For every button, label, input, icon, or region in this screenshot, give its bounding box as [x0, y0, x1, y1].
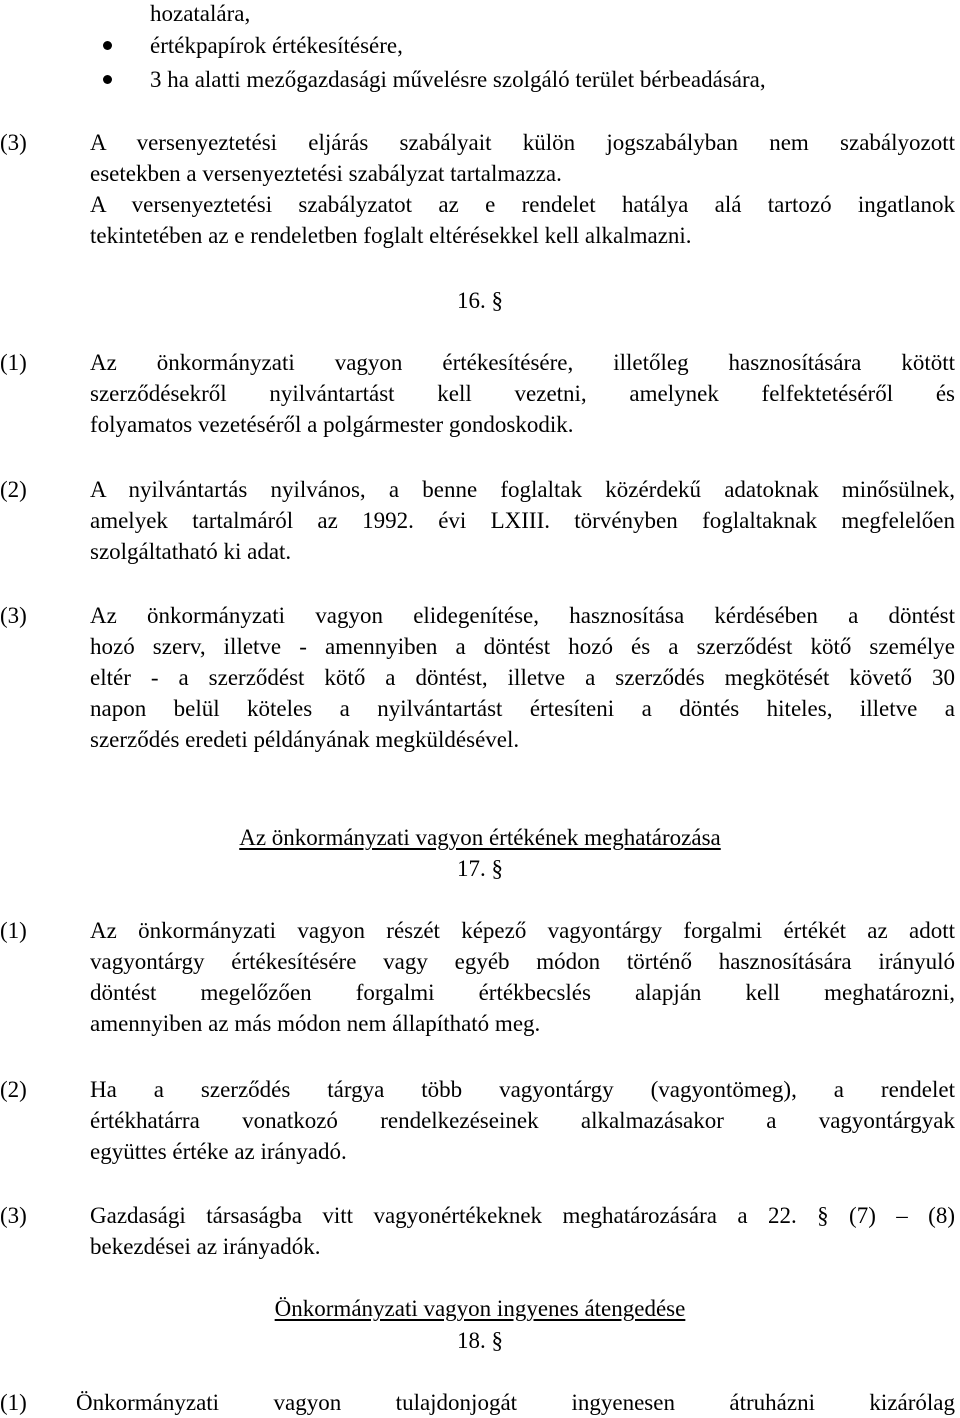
paragraph-17-2	[0, 1074, 955, 1167]
section-title-18	[0, 1293, 960, 1324]
paragraph-line: amelyek tartalmáról az 1992. évi LXIII. törvényben foglaltaknak megfelelően	[90, 508, 955, 533]
bullet-icon	[103, 75, 112, 84]
paragraph-line: A versenyeztetési szabályzatot az e rendelet hatálya alá tartozó ingatlanok	[90, 192, 955, 217]
paragraph-line: hozó szerv, illetve - amennyiben a döntést hozó és a szerződést kötő személye	[90, 634, 955, 659]
section-heading-18: 18. §	[457, 1328, 503, 1353]
paragraph-line: tekintetében az e rendeletben foglalt eltérésekkel kell alkalmazni.	[90, 223, 692, 248]
paragraph-number: (1)	[0, 918, 27, 943]
section-title-text: Az önkormányzati vagyon értékének meghatározása	[239, 825, 721, 850]
bullet-text: 3 ha alatti mezőgazdasági művelésre szolgáló terület bérbeadására,	[150, 67, 766, 92]
paragraph-16-2	[0, 474, 955, 567]
paragraph-line: Ha a szerződés tárgya több vagyontárgy (vagyontömeg), a rendelet	[90, 1077, 955, 1102]
paragraph-line: napon belül köteles a nyilvántartást értesíteni a döntés hiteles, illetve a	[90, 696, 955, 721]
paragraph-line: együttes értéke az irányadó.	[90, 1139, 347, 1164]
paragraph-number: (3)	[0, 1203, 27, 1228]
paragraph-16-1	[0, 347, 955, 440]
paragraph-line: folyamatos vezetéséről a polgármester gondoskodik.	[90, 412, 574, 437]
bullet-item	[150, 64, 766, 95]
paragraph-18-1	[0, 1387, 955, 1418]
paragraph-number: (3)	[0, 130, 27, 155]
paragraph-line: vagyontárgy értékesítésére vagy egyéb módon történő hasznosítására irányuló	[90, 949, 955, 974]
paragraph-number: (1)	[0, 1390, 27, 1415]
paragraph-line: eltér - a szerződést kötő a döntést, illetve a szerződés megkötését követő 30	[90, 665, 955, 690]
paragraph-17-3	[0, 1200, 955, 1262]
paragraph-line: A versenyeztetési eljárás szabályait külön jogszabályban nem szabályozott	[90, 130, 955, 155]
paragraph-line: értékhatárra vonatkozó rendelkezéseinek alkalmazásakor a vagyontárgyak	[90, 1108, 955, 1133]
paragraph-line: szerződés eredeti példányának megküldésével.	[90, 727, 520, 752]
bullet-text: értékpapírok értékesítésére,	[150, 33, 403, 58]
paragraph-line: szolgáltatható ki adat.	[90, 539, 292, 564]
section-title-text: Önkormányzati vagyon ingyenes átengedése	[274, 1296, 686, 1321]
paragraph-line: Az önkormányzati vagyon elidegenítése, hasznosítása kérdésében a döntést	[90, 603, 955, 628]
bullet-item	[150, 30, 403, 61]
paragraph-number: (2)	[0, 1077, 27, 1102]
paragraph-17-1	[0, 915, 955, 1039]
paragraph-number: (3)	[0, 603, 27, 628]
section-heading-16: 16. §	[457, 288, 503, 313]
paragraph-line: esetekben a versenyeztetési szabályzat tartalmazza.	[90, 161, 562, 186]
paragraph-line: bekezdései az irányadók.	[90, 1234, 321, 1259]
paragraph-15-3	[0, 127, 955, 251]
paragraph-line: amennyiben az más módon nem állapítható meg.	[90, 1011, 541, 1036]
paragraph-line: szerződésekről nyilvántartást kell vezetni, amelynek felfektetéséről és	[90, 381, 955, 406]
bullet-icon	[103, 41, 112, 50]
paragraph-number: (1)	[0, 350, 27, 375]
section-heading-17: 17. §	[457, 856, 503, 881]
paragraph-16-3	[0, 600, 955, 755]
paragraph-line: Az önkormányzati vagyon részét képező vagyontárgy forgalmi értékét az adott	[90, 918, 955, 943]
paragraph-line: Önkormányzati vagyon tulajdonjogát ingyenesen átruházni kizárólag	[76, 1390, 955, 1415]
paragraph-line: Az önkormányzati vagyon értékesítésére, illetőleg hasznosítására kötött	[90, 350, 955, 375]
list-continuation: hozatalára,	[150, 1, 251, 26]
section-title-17	[0, 822, 960, 853]
paragraph-line: Gazdasági társaságba vitt vagyonértékeknek meghatározására a 22. § (7) – (8)	[90, 1203, 955, 1228]
paragraph-line: A nyilvántartás nyilvános, a benne foglaltak közérdekű adatoknak minősülnek,	[90, 477, 955, 502]
paragraph-line: döntést megelőzően forgalmi értékbecslés alapján kell meghatározni,	[90, 980, 955, 1005]
paragraph-number: (2)	[0, 477, 27, 502]
